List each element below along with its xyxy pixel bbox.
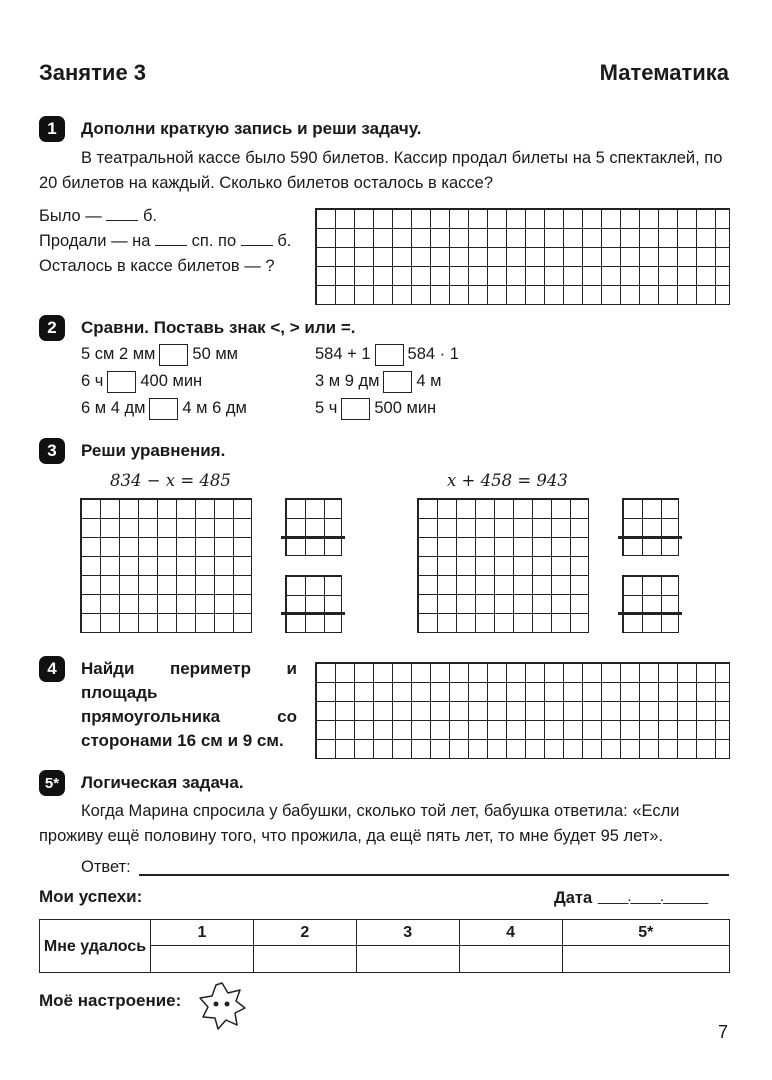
table-row-label: Мне удалось bbox=[40, 920, 151, 973]
equation-2-check-bottom[interactable] bbox=[622, 575, 679, 633]
compare-box[interactable] bbox=[107, 371, 136, 393]
compare-expr: 400 мин bbox=[140, 372, 203, 390]
mood-star-icon[interactable] bbox=[196, 980, 248, 1032]
table-col-header: 2 bbox=[253, 920, 356, 946]
compare-expr: 5 см 2 мм bbox=[81, 345, 156, 363]
success-table bbox=[39, 919, 730, 973]
subject-title: Математика bbox=[599, 60, 729, 85]
task-1-problem: В театральной кассе было 590 билетов. Кассир продал билеты на 5 спектаклей, по 20 билетов на каждый. Сколько билетов осталось в кассе? bbox=[39, 149, 723, 192]
check-line bbox=[618, 536, 682, 539]
shows-blank[interactable] bbox=[155, 231, 187, 246]
table-cell[interactable] bbox=[356, 946, 459, 973]
task-4-title: Найди периметр и площадь прямоугольника со сторонами 16 см и 9 см. bbox=[81, 659, 297, 750]
equation-1-check-bottom[interactable] bbox=[285, 575, 342, 633]
equation-2-grid[interactable] bbox=[417, 498, 589, 633]
equation-2-check-top[interactable] bbox=[622, 498, 679, 556]
check-line bbox=[281, 536, 345, 539]
task-3-title: Реши уравнения. bbox=[81, 441, 226, 460]
task-1-number: 1 bbox=[39, 116, 65, 142]
per-show-blank[interactable] bbox=[241, 231, 273, 246]
compare-box[interactable] bbox=[149, 398, 178, 420]
compare-expr: 6 м 4 дм bbox=[81, 399, 146, 417]
tickets-unit: б. bbox=[142, 207, 157, 225]
compare-row-3-right bbox=[315, 396, 436, 421]
lesson-title: Занятие 3 bbox=[39, 60, 147, 85]
compare-row-1-right bbox=[315, 342, 459, 367]
compare-expr: 6 ч bbox=[81, 372, 104, 390]
task-1-short-line-1 bbox=[39, 204, 157, 229]
mood-label: Моё настроение: bbox=[39, 991, 182, 1010]
task-1-short-line-3: Осталось в кассе билетов — ? bbox=[39, 257, 275, 275]
shows-unit: сп. по bbox=[191, 232, 237, 250]
task-5-number: 5* bbox=[39, 770, 65, 796]
sold-label: Продали — на bbox=[39, 232, 151, 250]
compare-row-2-left bbox=[81, 369, 202, 394]
table-cell[interactable] bbox=[459, 946, 562, 973]
table-cell[interactable] bbox=[253, 946, 356, 973]
compare-row-3-left bbox=[81, 396, 247, 421]
compare-expr: 4 м bbox=[416, 372, 442, 390]
check-line bbox=[281, 612, 345, 615]
task-4-solution-grid[interactable] bbox=[315, 662, 730, 759]
task-2-number: 2 bbox=[39, 315, 65, 341]
task-2-title: Сравни. Поставь знак <, > или =. bbox=[81, 318, 356, 337]
compare-row-2-right bbox=[315, 369, 442, 394]
task-1-title: Дополни краткую запись и реши задачу. bbox=[81, 119, 422, 138]
table-cell[interactable] bbox=[562, 946, 730, 973]
compare-box[interactable] bbox=[159, 344, 188, 366]
compare-expr: 584 + 1 bbox=[315, 345, 371, 363]
check-line bbox=[618, 612, 682, 615]
task-1-solution-grid[interactable] bbox=[315, 208, 730, 305]
table-col-header: 1 bbox=[151, 920, 254, 946]
equation-1: 834 − x = 485 bbox=[110, 471, 231, 490]
compare-box[interactable] bbox=[383, 371, 412, 393]
compare-row-1-left bbox=[81, 342, 238, 367]
table-col-header: 4 bbox=[459, 920, 562, 946]
page-number: 7 bbox=[717, 1022, 728, 1042]
task-3-number: 3 bbox=[39, 438, 65, 464]
task-5-problem: Когда Марина спросила у бабушки, сколько той лет, бабушка ответила: «Если проживу ещё половину того, что прожила, да ещё пять лет, то мне будет 95 лет». bbox=[39, 802, 680, 845]
compare-expr: 4 м 6 дм bbox=[182, 399, 247, 417]
answer-line[interactable] bbox=[139, 874, 729, 876]
table-cell[interactable] bbox=[151, 946, 254, 973]
answer-label: Ответ: bbox=[81, 858, 131, 876]
compare-expr: 5 ч bbox=[315, 399, 338, 417]
task-4-number: 4 bbox=[39, 656, 65, 682]
compare-expr: 584 · 1 bbox=[407, 345, 459, 363]
equation-1-check-top[interactable] bbox=[285, 498, 342, 556]
equation-2: x + 458 = 943 bbox=[447, 471, 568, 490]
was-label: Было — bbox=[39, 207, 102, 225]
equation-1-grid[interactable] bbox=[80, 498, 252, 633]
date-blanks[interactable]: ____.____.______ bbox=[598, 888, 708, 905]
compare-expr: 3 м 9 дм bbox=[315, 372, 380, 390]
tickets-unit-2: б. bbox=[277, 232, 292, 250]
task-5-title: Логическая задача. bbox=[81, 773, 244, 792]
compare-expr: 500 мин bbox=[374, 399, 437, 417]
table-col-header: 5* bbox=[562, 920, 730, 946]
date-label: Дата bbox=[554, 889, 593, 907]
compare-box[interactable] bbox=[375, 344, 404, 366]
was-blank[interactable] bbox=[106, 206, 138, 221]
compare-expr: 50 мм bbox=[192, 345, 239, 363]
table-col-header: 3 bbox=[356, 920, 459, 946]
task-1-short-line-2 bbox=[39, 229, 291, 254]
compare-box[interactable] bbox=[341, 398, 370, 420]
success-label: Мои успехи: bbox=[39, 887, 143, 906]
